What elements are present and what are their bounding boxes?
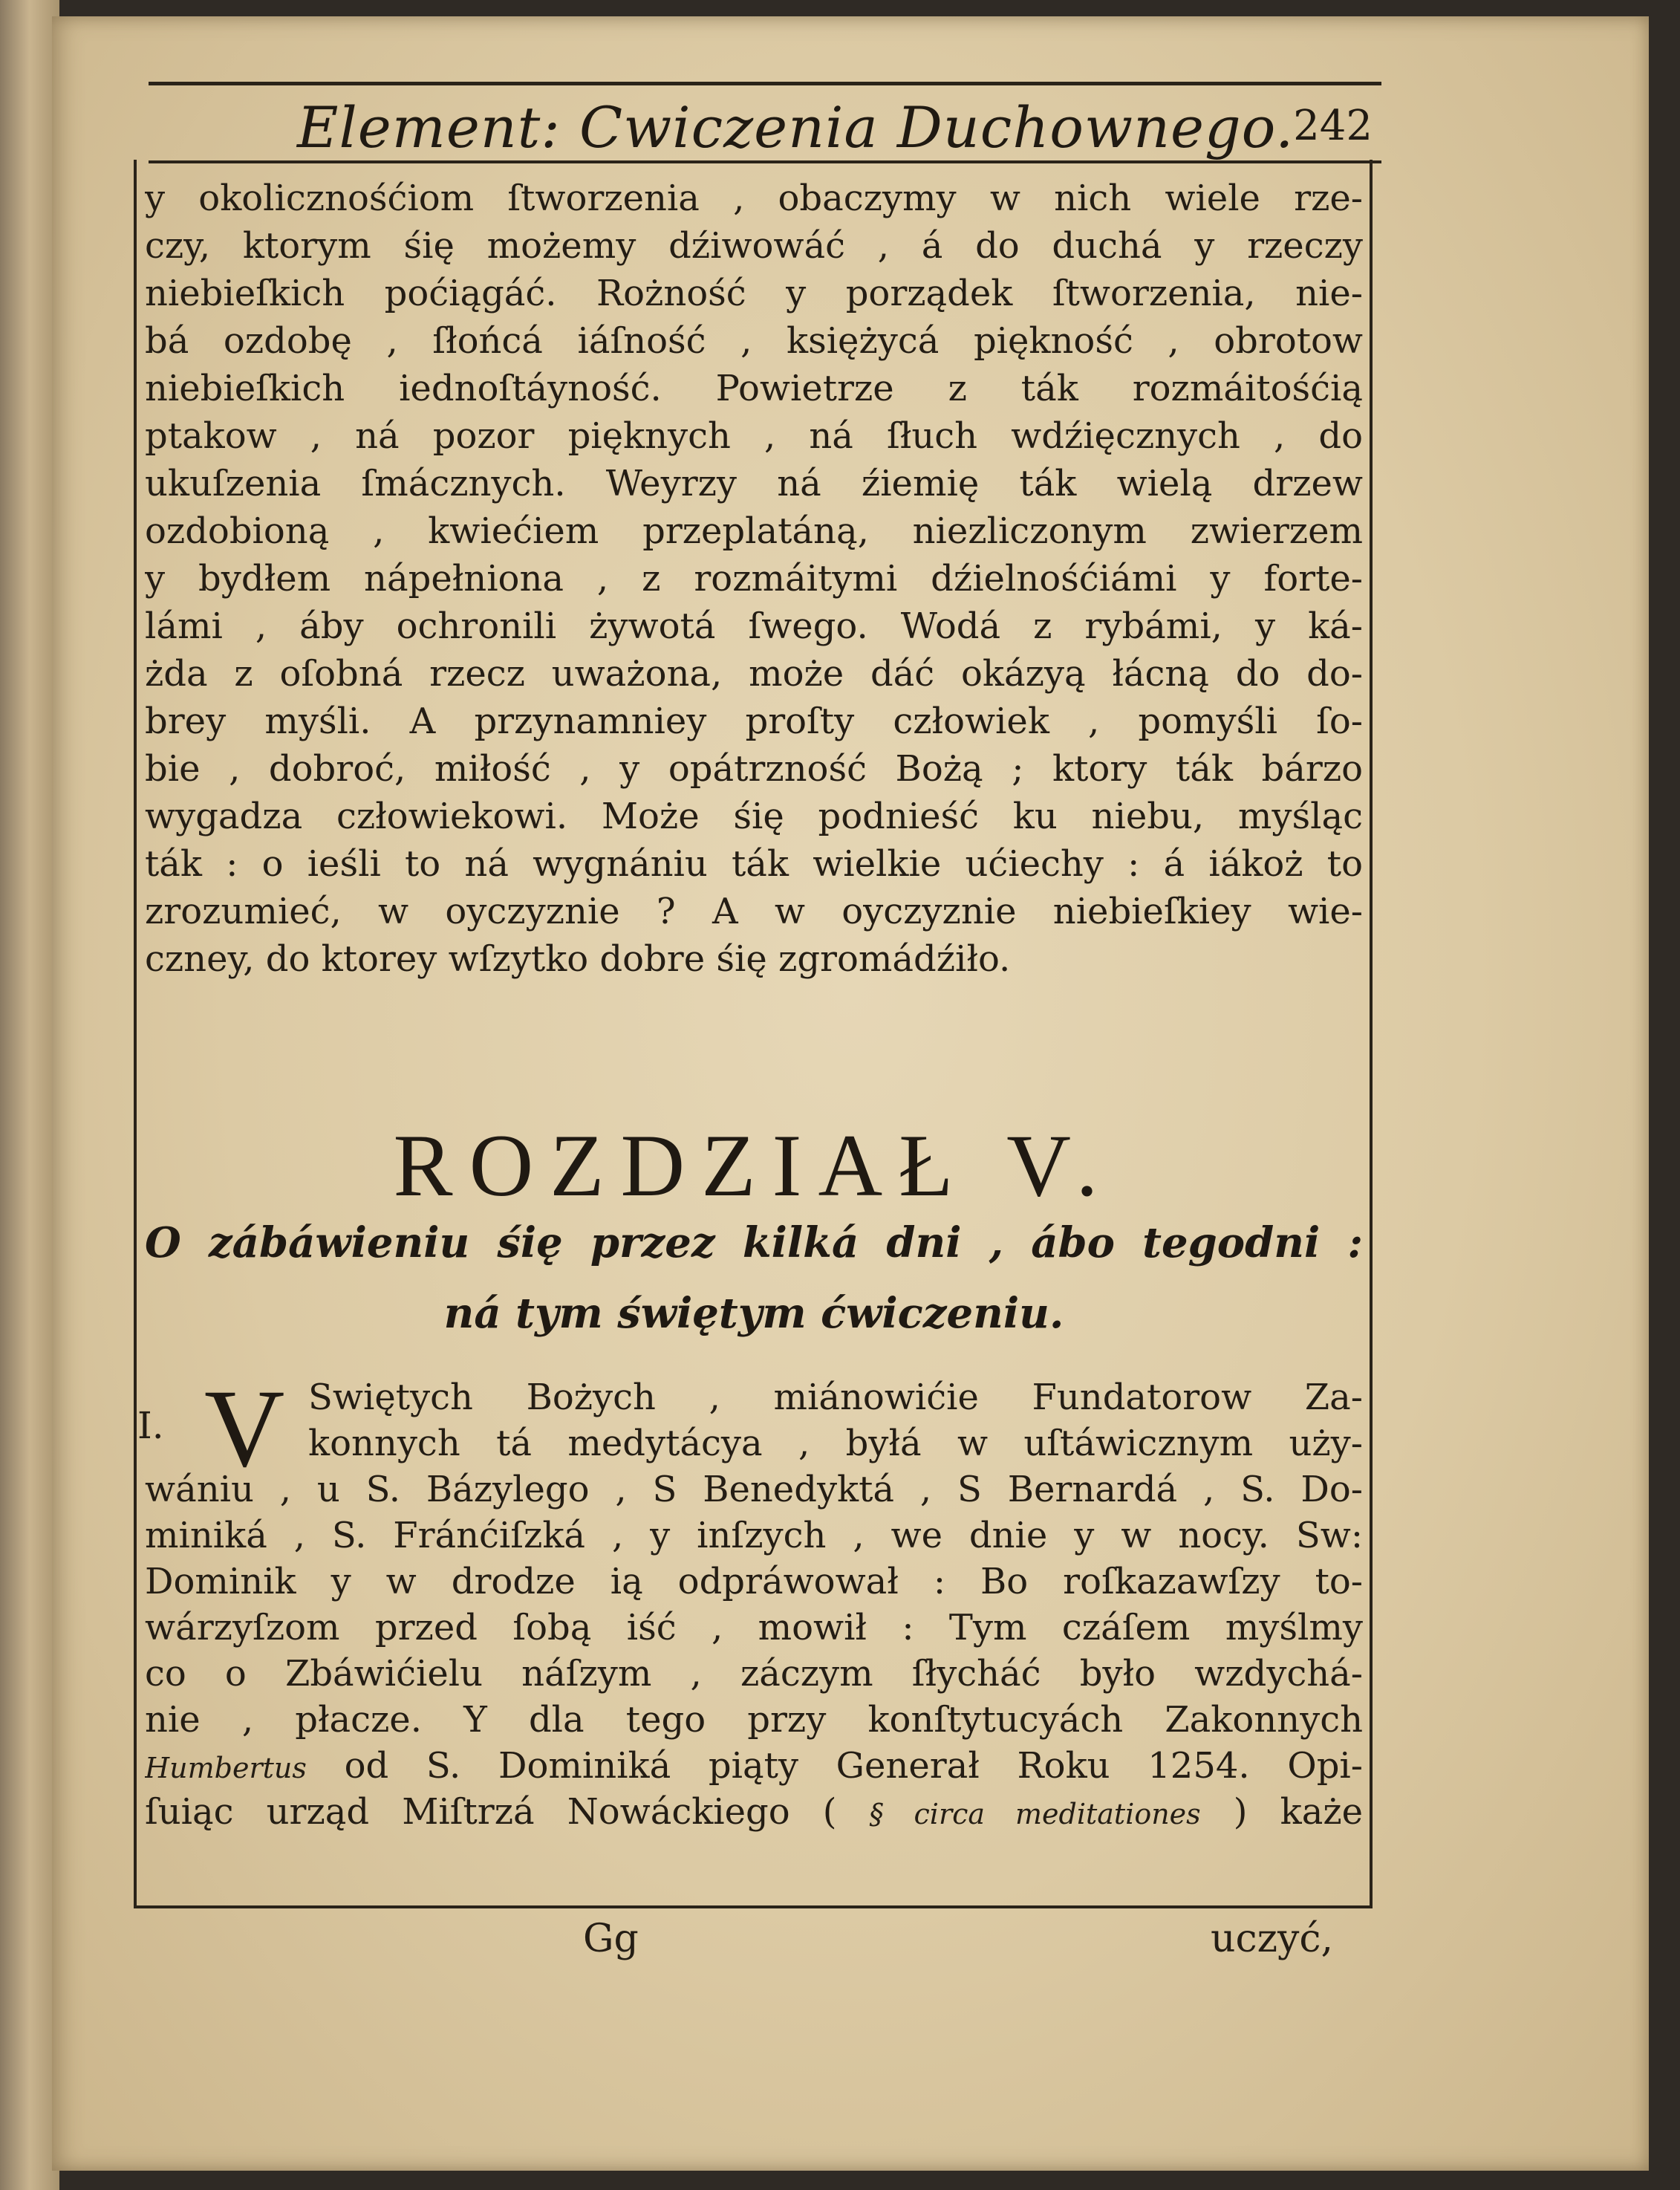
section-one: [137, 1367, 1363, 1835]
page-number: 242: [1293, 102, 1373, 150]
text-line-with-name: [145, 1743, 1363, 1789]
text-line: y bydłem nápełniona , z rozmáitymi dźielnośćiámi y forte-: [145, 558, 1363, 600]
text-line: czy, ktorym śię możemy dźiwowáć , á do duchá y rzeczy: [145, 225, 1363, 267]
italic-citation: § circa meditationes: [869, 1798, 1201, 1830]
text-line: czney, do ktorey wſzytko dobre śię zgromádźiło.: [145, 938, 1011, 980]
paragraph-number: I.: [137, 1404, 164, 1447]
text-line: konnych tá medytácya , byłá w uſtáwicznym uży-: [308, 1423, 1363, 1464]
text-line: bie , dobroć, miłość , y opátrzność Bożą ; ktory ták bárzo: [145, 748, 1363, 790]
running-title: Element: Cwiczenia Duchownego.: [297, 94, 1295, 160]
text-line: wygadza człowiekowi. Może śię podnieść ku niebu, myśląc: [145, 796, 1363, 837]
paragraph-top: [145, 175, 1363, 983]
text-line: ozdobioną , kwiećiem przeplatáną, niezliczonym zwierzem: [145, 510, 1363, 552]
left-page-edge: [0, 0, 59, 2190]
chapter-heading: ROZDZIAŁ V.: [393, 1116, 1115, 1215]
drop-capital: V: [204, 1367, 285, 1490]
text-line-with-citation: [145, 1789, 1363, 1835]
text-line: brey myśli. A przynamniey proſty człowiek , pomyśli ſo-: [145, 701, 1363, 742]
text-line: lámi , áby ochronili żywotá ſwego. Wodá z rybámi, y ká-: [145, 605, 1363, 647]
text-line: miniká , S. Fránćiſzká , y inſzych , we dnie y w nocy. Sw:: [145, 1515, 1363, 1556]
line-start: ſuiąc urząd Miſtrzá Nowáckiego (: [145, 1791, 837, 1833]
page-footer: [145, 1917, 1363, 1976]
text-line: żda z oſobná rzecz uważona, może dáć okázyą łácną do do-: [145, 653, 1363, 695]
text-line: zrozumieć, w oyczyznie ? A w oyczyznie niebieſkiey wie-: [145, 891, 1363, 932]
chapter-subtitle-line-2: ná tym świętym ćwiczeniu.: [443, 1289, 1064, 1338]
text-line: wárzyſzom przed ſobą iść , mowił : Tym czáſem myślmy: [145, 1607, 1363, 1648]
text-line: co o Zbáwićielu náſzym , záczym ſłycháć było wzdychá-: [145, 1653, 1363, 1695]
text-line: ukuſzenia ſmácznych. Weyrzy ná źiemię ták wielą drzew: [145, 463, 1363, 504]
text-line: ptakow , ná pozor pięknych , ná ſłuch wdźięcznych , do: [145, 415, 1363, 457]
page-header: [149, 82, 1381, 163]
text-line: ták : o ieśli to ná wygnániu ták wielkie ućiechy : á iákoż to: [145, 843, 1363, 885]
text-line: Swiętych Bożych , miánowićie Fundatorow Za-: [308, 1377, 1363, 1418]
signature-mark: Gg: [583, 1917, 639, 1961]
text-line: niebieſkich poćiągáć. Rożność y porządek ſtworzenia, nie-: [145, 273, 1363, 314]
line-end: ) każe: [1233, 1791, 1363, 1833]
text-line: nie , płacze. Y dla tego przy konſtytucyách Zakonnych: [145, 1699, 1363, 1741]
text-line: niebieſkich iednoſtáyność. Powietrze z ták rozmáitośćią: [145, 368, 1363, 409]
text-line: Dominik y w drodze ią odpráwował : Bo roſkazawſzy to-: [145, 1561, 1363, 1602]
text-line: y okolicznośćiom ſtworzenia , obaczymy w nich wiele rze-: [145, 178, 1363, 219]
italic-name: Humbertus: [145, 1752, 307, 1784]
text-line: wániu , u S. Bázylego , S Benedyktá , S Bernardá , S. Do-: [145, 1469, 1363, 1510]
catchword: uczyć,: [1210, 1917, 1333, 1961]
chapter-subtitle-line-1: O zábáwieniu śię przez kilká dni , ábo tegodni :: [145, 1218, 1363, 1267]
text-line: bá ozdobę , ſłońcá iáſność , księżycá piękność , obrotow: [145, 320, 1363, 362]
line-rest: od S. Dominiká piąty Generał Roku 1254. Opi-: [344, 1745, 1363, 1787]
